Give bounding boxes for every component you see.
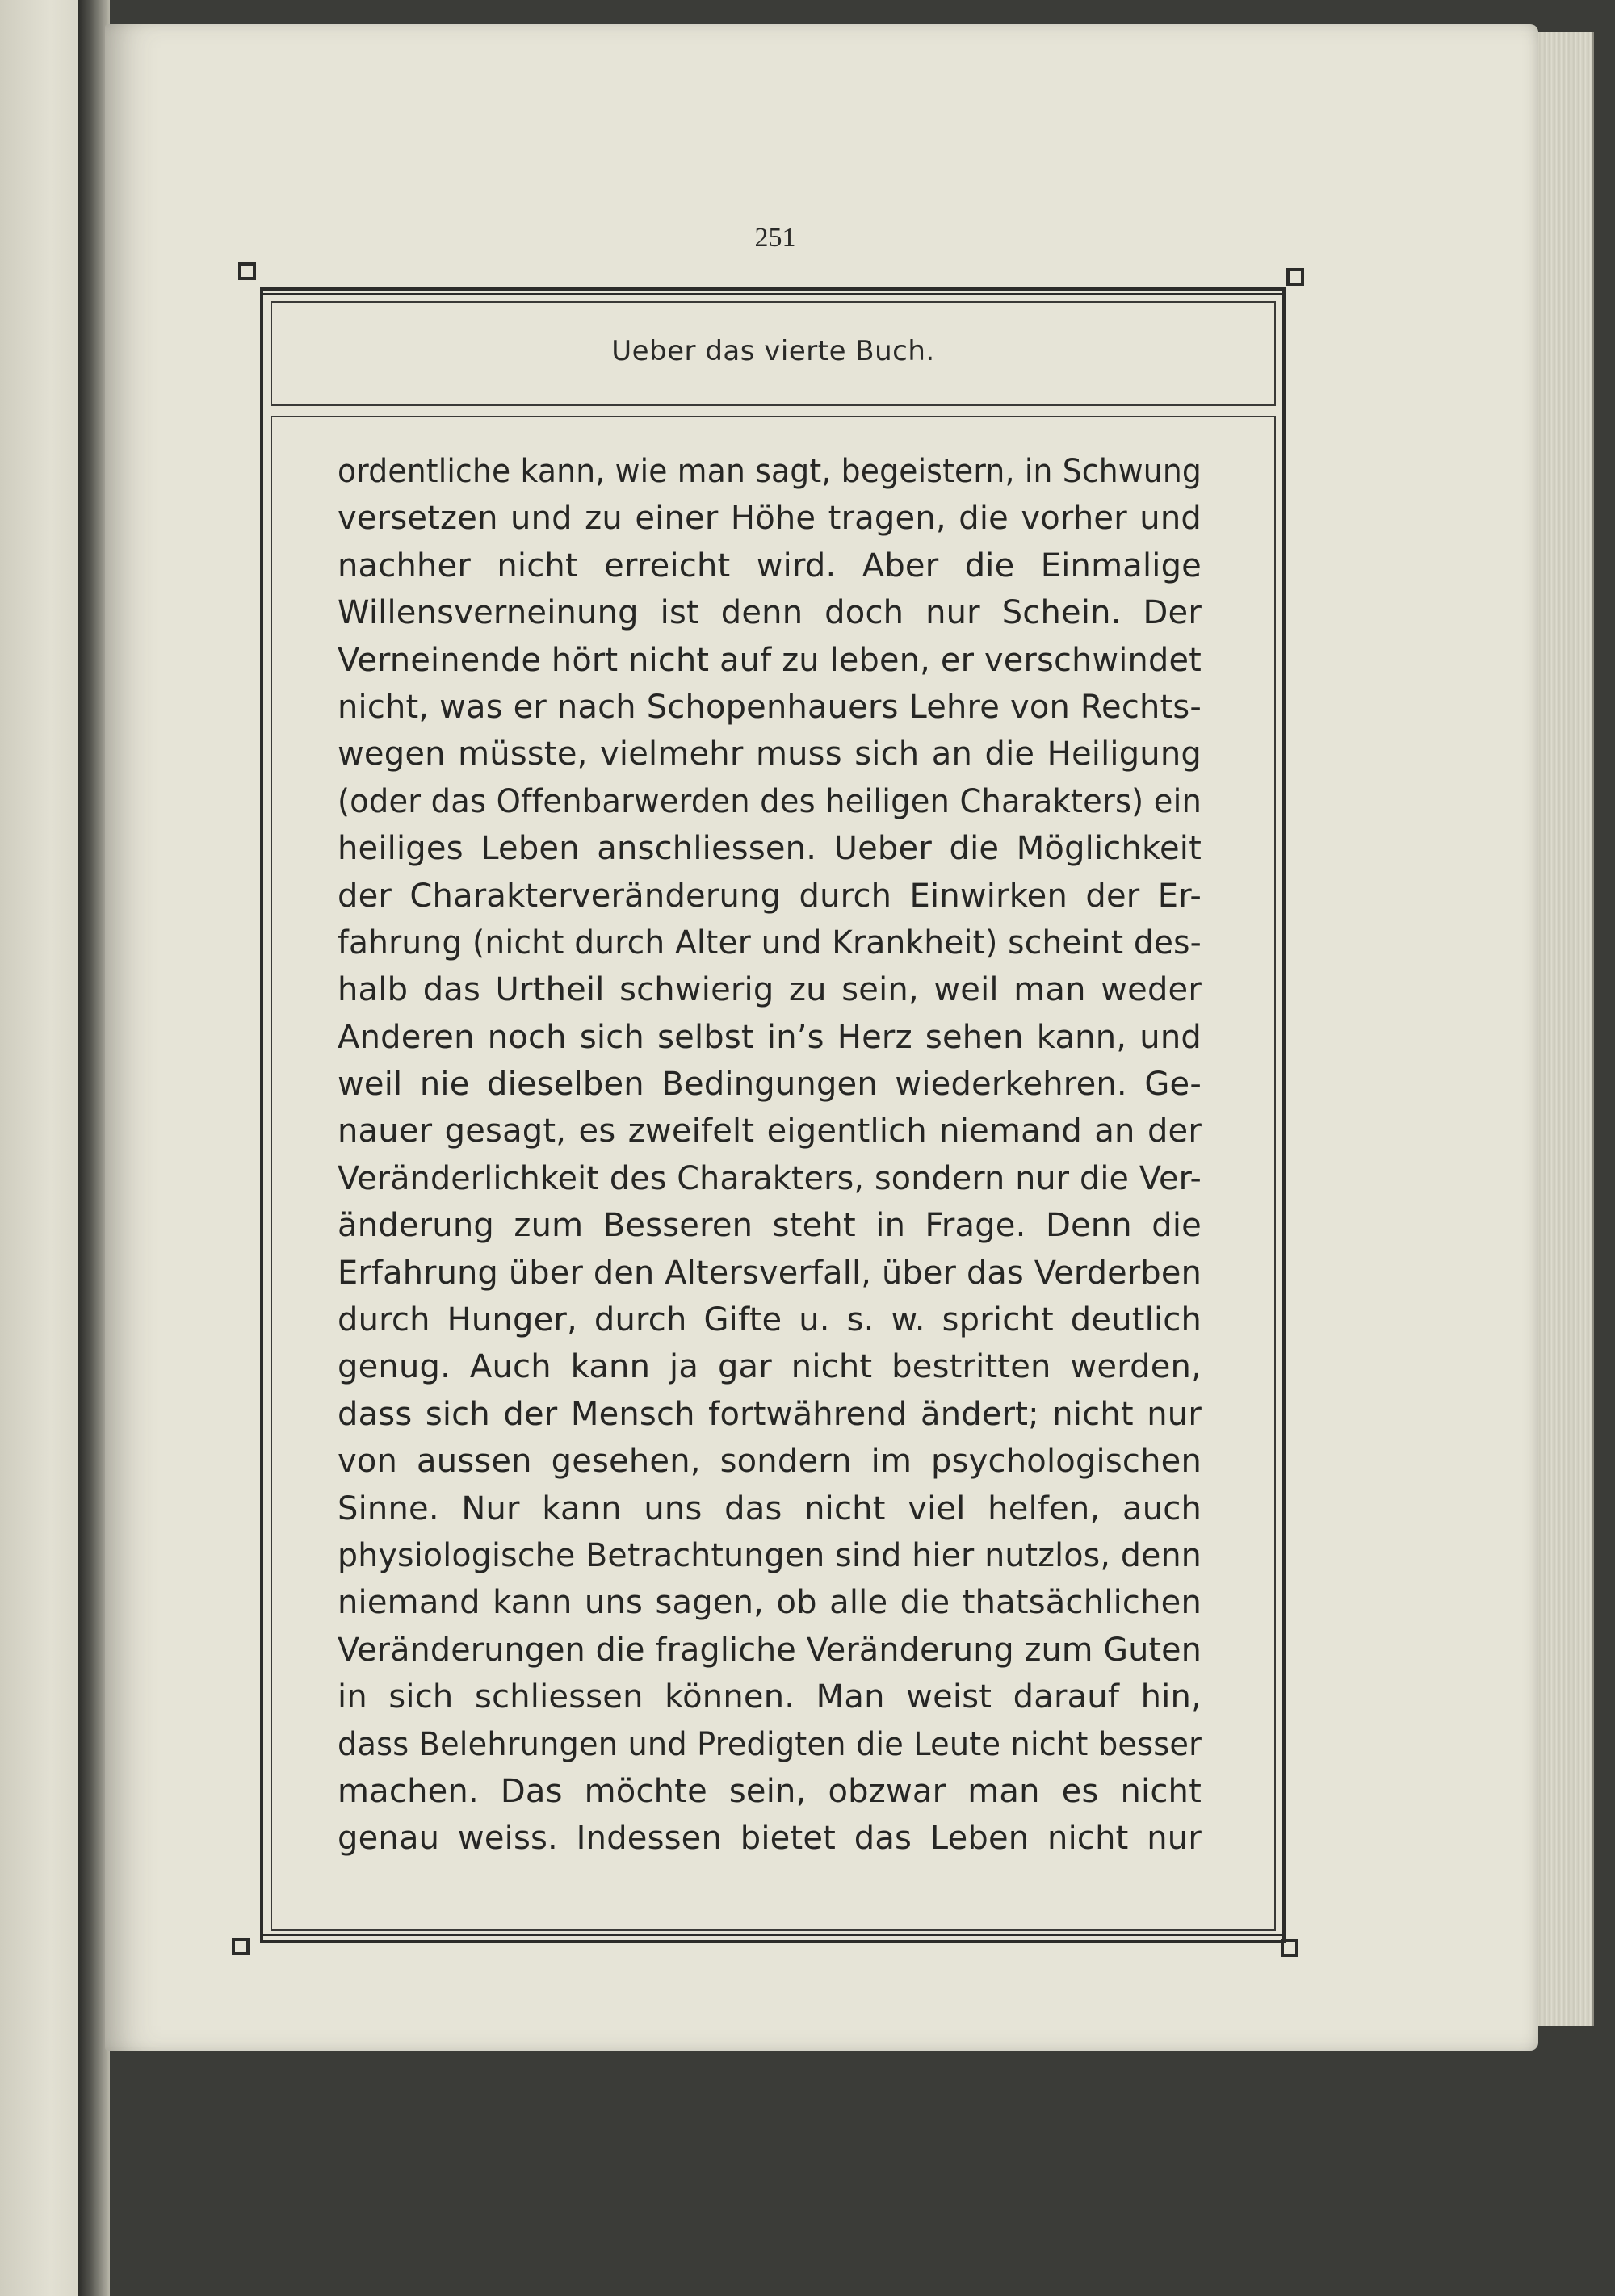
corner-ornament-bottom-right: [1281, 1939, 1298, 1957]
frame-bottom-rule-inner: [260, 1934, 1286, 1936]
text-line: fahrung (nicht durch Alter und Krankheit) scheint des-: [338, 924, 1202, 962]
text-line: weil nie dieselben Bedingungen wiederkehren. Ge-: [338, 1066, 1202, 1104]
text-line: Sinne. Nur kann uns das nicht viel helfen, auch: [338, 1489, 1202, 1527]
text-line: niemand kann uns sagen, ob alle die thatsächlichen: [338, 1584, 1202, 1622]
text-line: halb das Urtheil schwierig zu sein, weil man weder: [338, 971, 1202, 1009]
page-number: 251: [754, 223, 796, 253]
frame-right-rule: [1282, 287, 1286, 1943]
text-line: in sich schliessen können. Man weist darauf hin,: [338, 1678, 1202, 1716]
body-text: [338, 448, 1202, 1862]
text-line: dass Belehrungen und Predigten die Leute nicht besser: [338, 1725, 1202, 1763]
frame-top-rule-inner: [260, 293, 1286, 295]
text-line: nachher nicht erreicht wird. Aber die Einmalige: [338, 547, 1202, 584]
text-line: Veränderlichkeit des Charakters, sondern nur die Ver-: [338, 1159, 1202, 1197]
text-line: Willensverneinung ist denn doch nur Schein. Der: [338, 594, 1202, 632]
text-line: wegen müsste, vielmehr muss sich an die Heiligung: [338, 735, 1202, 773]
frame-top-rule: [260, 287, 1286, 291]
text-line: ordentliche kann, wie man sagt, begeistern, in Schwung: [338, 453, 1202, 490]
text-line: nicht, was er nach Schopenhauers Lehre von Rechts-: [338, 688, 1202, 726]
text-line: Erfahrung über den Altersverfall, über das Verderben: [338, 1254, 1202, 1292]
frame-bottom-rule: [260, 1940, 1286, 1943]
text-line: nauer gesagt, es zweifelt eigentlich niemand an der: [338, 1112, 1202, 1150]
frame-left-rule: [260, 287, 263, 1943]
text-line: genug. Auch kann ja gar nicht bestritten werden,: [338, 1348, 1202, 1386]
text-line: der Charakterveränderung durch Einwirken der Er-: [338, 877, 1202, 915]
text-line: heiliges Leben anschliessen. Ueber die Möglichkeit: [338, 830, 1202, 868]
text-line: Verneinende hört nicht auf zu leben, er verschwindet: [338, 641, 1202, 679]
text-line: (oder das Offenbarwerden des heiligen Charakters) ein: [338, 782, 1202, 820]
corner-ornament-top-right: [1286, 268, 1304, 286]
text-line: Veränderungen die fragliche Veränderung zum Guten: [338, 1631, 1202, 1669]
running-title: Ueber das vierte Buch.: [611, 335, 935, 367]
corner-ornament-bottom-left: [232, 1938, 250, 1955]
text-line: physiologische Betrachtungen sind hier nutzlos, denn: [338, 1536, 1202, 1574]
text-line: dass sich der Mensch fortwährend ändert; nicht nur: [338, 1395, 1202, 1433]
text-line: von aussen gesehen, sondern im psychologischen: [338, 1443, 1202, 1481]
text-line: änderung zum Besseren steht in Frage. Denn die: [338, 1207, 1202, 1245]
text-line: genau weiss. Indessen bietet das Leben nicht nur: [338, 1820, 1202, 1858]
text-line: Anderen noch sich selbst in’s Herz sehen kann, und: [338, 1018, 1202, 1056]
facing-page-edge: [0, 0, 85, 2296]
text-line: versetzen und zu einer Höhe tragen, die vorher und: [338, 500, 1202, 538]
text-line: machen. Das möchte sein, obzwar man es nicht: [338, 1772, 1202, 1810]
text-line: durch Hunger, durch Gifte u. s. w. spricht deutlich: [338, 1301, 1202, 1339]
corner-ornament-top-left: [238, 262, 256, 280]
